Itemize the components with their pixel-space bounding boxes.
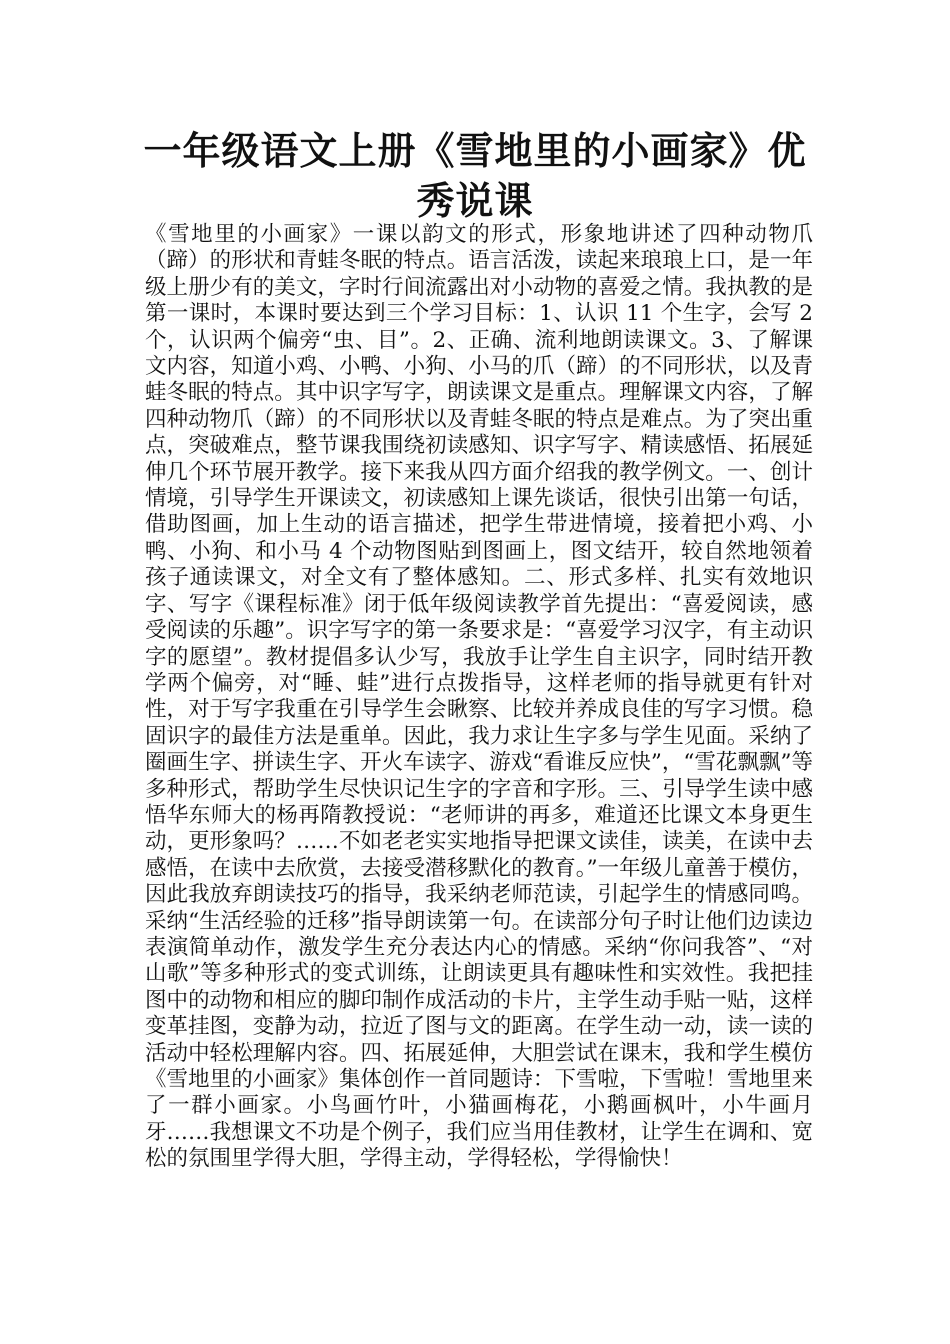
title-line-1: 一年级语文上册《雪地里的小画家》优: [143, 128, 807, 173]
body-paragraph: 《雪地里的小画家》一课以韵文的形式，形象地讲述了四种动物爪（蹄）的形状和青蛙冬眠的特点。语言活泼，读起来琅琅上口，是一年级上册少有的美文，字时行间流露出对小动物的喜爱之情。我执教的是第一课时，本课时要达到三个学习目标：1、认识 11 个生字，会写 2 个，认识两个偏旁“虫、目”。2、正确、流利地朗读课文。3、了解课文内容，知道小鸡、小鸭、小狗、小马的爪（蹄）的不同形状，以及青蛙冬眠的特点。其中识字写字，朗读课文是重点。理解课文内容，了解四种动物爪（蹄）的不同形状以及青蛙冬眠的特点是难点。为了突出重点，突破难点，整节课我围绕初读感知、识字写字、精读感悟、拓展延伸几个环节展开教学。接下来我从四方面介绍我的教学例文。一、创计情境，引导学生开课读文，初读感知上课先谈话，很快引出第一句话，借助图画，加上生动的语言描述，把学生带进情境，接着把小鸡、小鸭、小狗、和小马 4 个动物图贴到图画上，图文结开，较自然地领着孩子通读课文，对全文有了整体感知。二、形式多样、扎实有效地识字、写字《课程标准》闭于低年级阅读教学首先提出：“喜爱阅读，感受阅读的乐趣”。识字写字的第一条要求是：“喜爱学习汉字，有主动识字的愿望”。教材提倡多认少写，我放手让学生自主识字，同时结开教学两个偏旁，对“睡、蛙”进行点拨指导，这样老师的指导就更有针对性，对于写字我重在引导学生会瞅察、比较并养成良佳的写字习惯。稳固识字的最佳方法是重单。因此，我力求让生字多与学生见面。采纳了圈画生字、拼读生字、开火车读字、游戏“看谁反应快”，“雪花飘飘”等多种形式，帮助学生尽快识记生字的字音和字形。三、引导学生读中感悟华东师大的杨再隋教授说：“老师讲的再多，难道还比课文本身更生动，更形象吗？……不如老老实实地指导把课文读佳，读美，在读中去感悟，在读中去欣赏，去接受潜移默化的教育。”一年级儿童善于模仿，因此我放弃朗读技巧的指导，我采纳老师范读，引起学生的情感同鸣。采纳“生活经验的迁移”指导朗读第一句。在读部分句子时让他们边读边表演简单动作，激发学生充分表达内心的情感。采纳“你问我答”、“对山歌”等多种形式的变式训练，让朗读更具有趣味性和实效性。我把挂图中的动物和相应的脚印制作成活动的卡片，主学生动手贴一贴，这样变革挂图，变静为动，拉近了图与文的距离。在学生动一动，读一读的活动中轻松理解内容。四、拓展延伸，大胆尝试在课末，我和学生模仿《雪地里的小画家》集体创作一首同题诗：下雪啦，下雪啦！雪地里来了一群小画家。小鸟画竹叶，小猫画梅花，小鹅画枫叶，小牛画月牙……我想课文不功是个例子，我们应当用佳教材，让学生在调和、宽松的氛围里学得大胆，学得主动，学得轻松，学得愉快！: [145, 222, 813, 1172]
title-line-2: 秀说课: [416, 178, 534, 223]
document-title: [120, 126, 830, 226]
